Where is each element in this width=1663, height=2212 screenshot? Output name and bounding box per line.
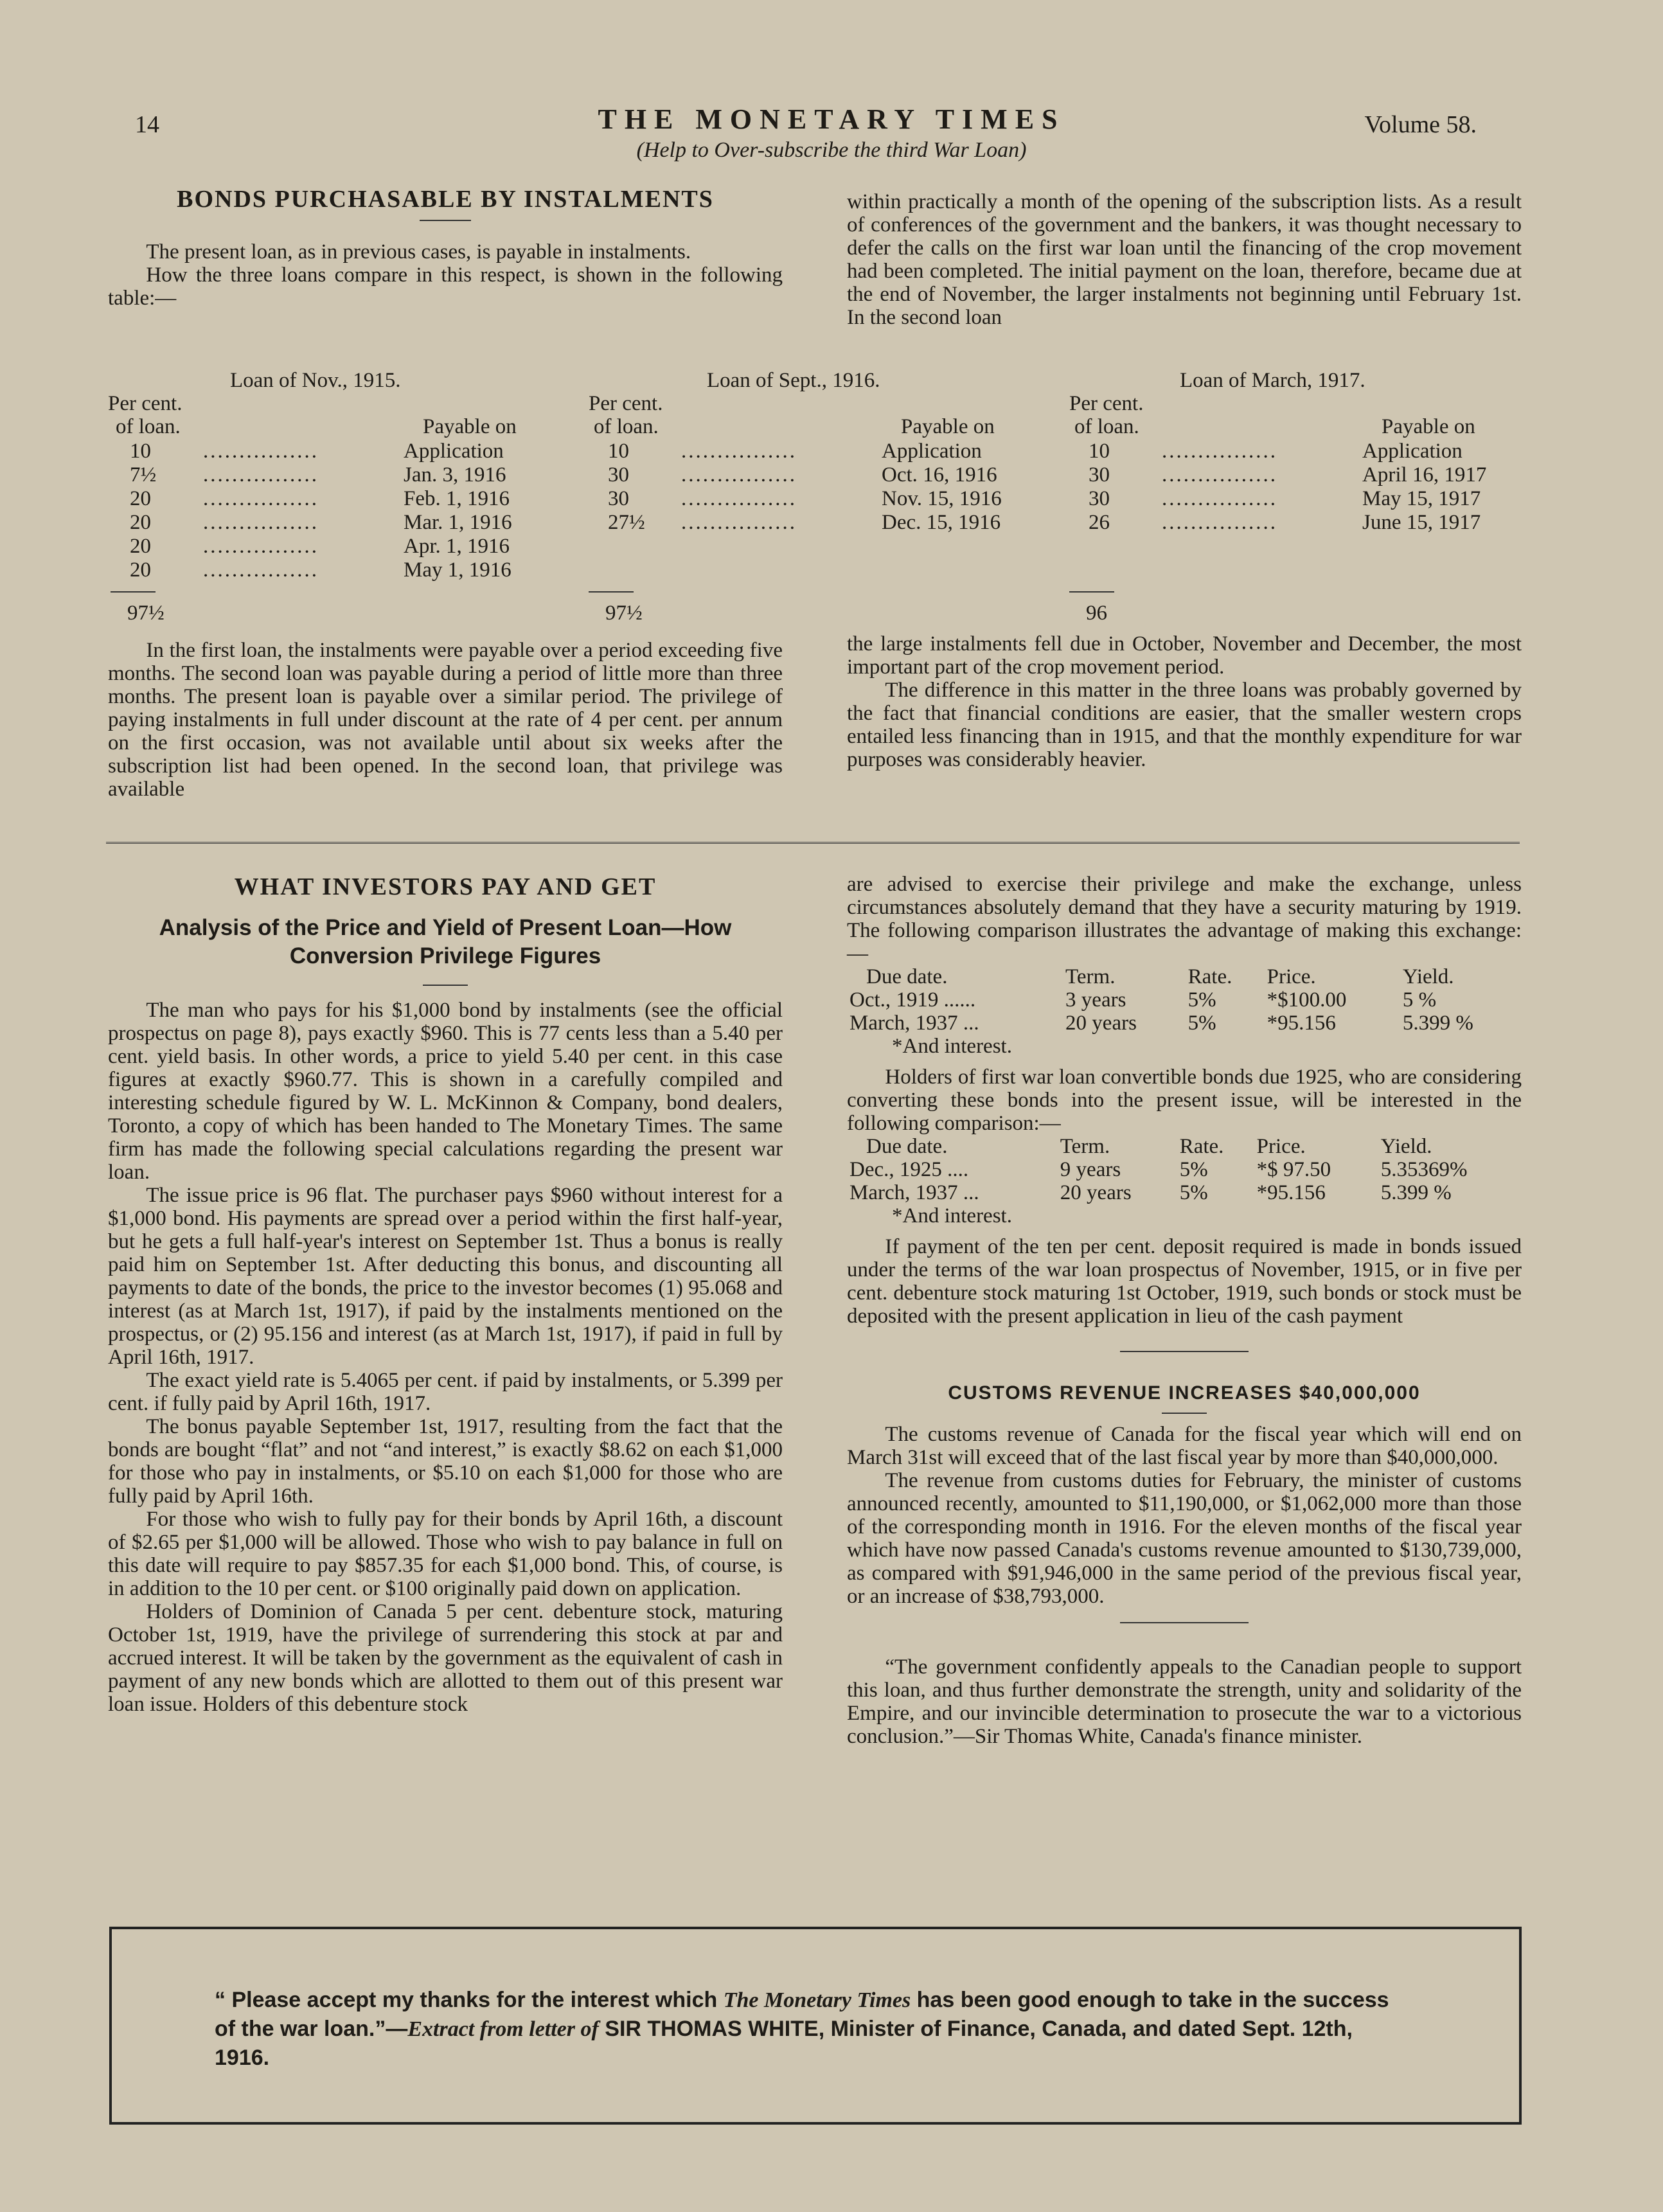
investors-para-4: The bonus payable September 1st, 1917, resulting from the fact that the bonds are bought “flat” and not “and interest,” is exactly $8.62 on each $1,000 for those who pay in instalments, or $5.10 on each $1,000 for those who are fully paid by April 16th. (108, 1415, 783, 1508)
investors-right-column (847, 873, 1522, 1748)
bonds-after-right-2: The difference in this matter in the three loans was probably governed by the fact that financial conditions are easier, that the smaller western crops entailed less financing than in 1915, and that the monthly expenditure for war purposes was considerably heavier. (847, 679, 1522, 771)
loan-row-payable: Jan. 3, 1916 (404, 463, 506, 486)
total-rule (589, 591, 634, 593)
publication-subtitle: (Help to Over-subscribe the third War Loan) (636, 138, 1027, 162)
white-quote: “The government confidently appeals to the Canadian people to support this loan, and thus further demonstrate the strength, unity and solidarity of the Empire, and our invincible determination to prosecute the war to a victorious conclusion.”—Sir Thomas White, Canada's finance minister. (847, 1655, 1522, 1748)
cell: *$100.00 (1267, 988, 1347, 1012)
loan-title: Loan of March, 1917. (1180, 369, 1365, 392)
cell: 5.399 % (1380, 1181, 1452, 1204)
cell: 5.35369% (1380, 1158, 1468, 1181)
section-divider (106, 842, 1520, 844)
cell: 5 % (1402, 988, 1437, 1012)
note: *And interest. (892, 1204, 1012, 1227)
col-payable: Payable on (901, 415, 995, 438)
table-row (847, 1158, 1522, 1181)
investors-heading: WHAT INVESTORS PAY AND GET (234, 873, 657, 900)
col-yield: Yield. (1402, 965, 1454, 988)
bonds-heading: BONDS PURCHASABLE BY INSTALMENTS (177, 186, 714, 213)
cell: March, 1937 ... (849, 1012, 979, 1035)
loan-title: Loan of Nov., 1915. (230, 369, 401, 392)
dot-leader: ................ (203, 487, 319, 510)
bonds-after-left-text: In the first loan, the instalments were payable over a period exceeding five months. The second loan was payable during a period of little more than three months. The present loan is payable over a similar period. The privilege of paying instalments in full under discount at the rate of 4 per cent. per annum on the first occasion, was not available until about six weeks after the subscription list had been opened. In the second loan, that privilege was available (108, 639, 783, 801)
loan-total: 96 (1086, 602, 1107, 625)
cell: 3 years (1065, 988, 1126, 1012)
table-header-row (847, 965, 1522, 988)
cell: 5% (1179, 1181, 1208, 1204)
loan-row-percent: 30 (1089, 463, 1110, 486)
letter-extract (215, 1986, 1410, 2072)
publication-title: THE MONETARY TIMES (598, 103, 1065, 135)
cell: *$ 97.50 (1256, 1158, 1331, 1181)
loan-row-payable: Application (1362, 440, 1463, 463)
dot-leader: ................ (1162, 463, 1277, 486)
volume-label: Volume 58. (1364, 111, 1477, 138)
total-rule (1069, 591, 1114, 593)
extract-italic: The Monetary Times (723, 1988, 911, 2012)
loan-row-percent: 30 (608, 463, 629, 486)
customs-para-2: The revenue from customs duties for February, the minister of customs announced recently, amounted to $11,190,000, or $1,062,000 more than those of the corresponding month in 1916. For the eleven months of the fiscal year which have now passed Canada's customs revenue amounted to $130,739,000, as compared with $91,946,000 in the same period of the previous fiscal year, or an increase of $38,793,000. (847, 1469, 1522, 1608)
investors-para-2: The issue price is 96 flat. The purchaser pays $960 without interest for a $1,000 bond. His payments are spread over a period within the first half-year, but he gets a full half-year's interest on September 1st. Thus a bonus is really paid him on September 1st. After deducting this bonus, and discounting all payments to date of the bonds, the price to the investor becomes (1) 95.068 and interest (as at March 1st, 1917), if paid by the instalments mentioned on the prospectus, or (2) 95.156 and interest (as at March 1st, 1917), if paid in full by April 16th, 1917. (108, 1184, 783, 1369)
bonds-after-right-1: the large instalments fell due in October, November and December, the most important part of the crop movement period. (847, 632, 1522, 679)
extract-text: SIR THOMAS WHITE, Minister of Finance, Canada, and dated Sept. 12th, 1916. (215, 2017, 1353, 2070)
loan-row-payable: April 16, 1917 (1362, 463, 1487, 486)
divider (1120, 1351, 1249, 1352)
col-of-loan: of loan. (594, 415, 659, 438)
letter-extract-box (109, 1927, 1522, 2125)
cell: 9 years (1060, 1158, 1121, 1181)
loan-row-percent: 10 (1089, 440, 1110, 463)
loan-row-payable: Application (882, 440, 982, 463)
investors-mid-para: Holders of first war loan convertible bonds due 1925, who are considering converting these bonds into the present issue, will be interested in the following comparison:— (847, 1066, 1522, 1135)
table-header-row (847, 1135, 1522, 1158)
loan-row-payable: Oct. 16, 1916 (882, 463, 997, 486)
col-yield: Yield. (1380, 1135, 1432, 1158)
loan-row-percent: 10 (608, 440, 629, 463)
loan-row-payable: Dec. 15, 1916 (882, 511, 1001, 534)
loan-row-payable: May 1, 1916 (404, 558, 511, 582)
extract-text: “ Please accept my thanks for the interest which (215, 1988, 724, 2012)
col-payable: Payable on (423, 415, 517, 438)
cell: *95.156 (1256, 1181, 1326, 1204)
investors-final-para: If payment of the ten per cent. deposit required is made in bonds issued under the terms of the war loan prospectus of November, 1915, or in five per cent. debenture stock maturing 1st October, 1919, such bonds or stock must be deposited with the present application in lieu of the cash payment (847, 1235, 1522, 1328)
loan-row-percent: 27½ (608, 511, 645, 534)
divider (1162, 1413, 1207, 1414)
col-per-cent: Per cent. (1069, 392, 1144, 415)
dot-leader: ................ (1162, 511, 1277, 534)
dot-leader: ................ (1162, 487, 1277, 510)
investors-para-3: The exact yield rate is 5.4065 per cent. if paid by instalments, or 5.399 per cent. if fully paid by April 16th, 1917. (108, 1369, 783, 1415)
col-due-date: Due date. (866, 965, 948, 988)
bonds-after-right (847, 632, 1522, 771)
bonds-intro-column (108, 188, 783, 310)
dot-leader: ................ (681, 487, 797, 510)
cell: 5% (1187, 1012, 1216, 1035)
loan-row-percent: 30 (1089, 487, 1110, 510)
loan-title: Loan of Sept., 1916. (707, 369, 880, 392)
total-rule (111, 591, 156, 593)
dot-leader: ................ (203, 463, 319, 486)
col-term: Term. (1065, 965, 1116, 988)
loan-row-payable: June 15, 1917 (1362, 511, 1481, 534)
dot-leader: ................ (203, 535, 319, 558)
note: *And interest. (892, 1035, 1012, 1058)
col-rate: Rate. (1187, 965, 1232, 988)
bonds-intro-1: The present loan, as in previous cases, is payable in instalments. (146, 240, 691, 263)
loan-row-payable: Apr. 1, 1916 (404, 535, 510, 558)
investors-right-intro: are advised to exercise their privilege and make the exchange, unless circumstances absolutely demand that they have a security maturing by 1919. The following comparison illustrates the advantage of making this exchange:— (847, 873, 1522, 965)
table-row (847, 988, 1522, 1012)
bonds-after-left (108, 639, 783, 801)
col-rate: Rate. (1179, 1135, 1224, 1158)
col-payable: Payable on (1382, 415, 1475, 438)
col-per-cent: Per cent. (108, 392, 182, 415)
dot-leader: ................ (681, 440, 797, 463)
investors-left-column (108, 875, 783, 1716)
page-number: 14 (135, 111, 159, 138)
col-of-loan: of loan. (1074, 415, 1139, 438)
loan-row-percent: 20 (130, 558, 151, 582)
cell: 20 years (1065, 1012, 1137, 1035)
loan-row-percent: 20 (130, 511, 151, 534)
cell: 5% (1179, 1158, 1208, 1181)
loan-row-percent: 20 (130, 535, 151, 558)
loan-row-payable: May 15, 1917 (1362, 487, 1481, 510)
investors-para-5: For those who wish to fully pay for their bonds by April 16th, a discount of $2.65 per $1,000 will be allowed. Those who wish to pay balance in full on this date will require to pay $857.35 for each $1,000 bond. This, of course, is in addition to the 10 per cent. or $100 originally paid down on application. (108, 1508, 783, 1600)
table-row (847, 1012, 1522, 1035)
customs-heading: CUSTOMS REVENUE INCREASES $40,000,000 (948, 1382, 1421, 1404)
dot-leader: ................ (203, 558, 319, 582)
loan-row-payable: Mar. 1, 1916 (404, 511, 512, 534)
customs-para-1: The customs revenue of Canada for the fiscal year which will end on March 31st will exceed that of the last fiscal year by more than $40,000,000. (847, 1423, 1522, 1469)
dot-leader: ................ (203, 440, 319, 463)
col-price: Price. (1256, 1135, 1306, 1158)
dot-leader: ................ (681, 463, 797, 486)
loan-row-percent: 7½ (130, 463, 157, 486)
dot-leader: ................ (203, 511, 319, 534)
loan-row-percent: 26 (1089, 511, 1110, 534)
dot-leader: ................ (681, 511, 797, 534)
col-per-cent: Per cent. (589, 392, 663, 415)
cell: 5.399 % (1402, 1012, 1473, 1035)
table-row (847, 1181, 1522, 1204)
col-term: Term. (1060, 1135, 1110, 1158)
col-price: Price. (1267, 965, 1316, 988)
comparison-table-2 (847, 1135, 1522, 1204)
loan-row-percent: 30 (608, 487, 629, 510)
loan-total: 97½ (605, 602, 643, 625)
loan-row-payable: Nov. 15, 1916 (882, 487, 1002, 510)
divider (423, 985, 468, 986)
cell: March, 1937 ... (849, 1181, 979, 1204)
col-of-loan: of loan. (116, 415, 181, 438)
investors-para-1: The man who pays for his $1,000 bond by instalments (see the official prospectus on page 8), pays exactly $960. This is 77 cents less than a 5.40 per cent. yield basis. In other words, a price to yield 5.40 per cent. in this case figures at exactly $960.77. This is shown in a carefully compiled and interesting schedule figured by W. L. McKinnon & Company, bond dealers, Toronto, a copy of which has been handed to The Monetary Times. The same firm has made the following special calculations regarding the present war loan. (108, 999, 783, 1184)
bonds-intro-2: How the three loans compare in this respect, is shown in the following table:— (108, 263, 783, 310)
investors-para-6: Holders of Dominion of Canada 5 per cent. debenture stock, maturing October 1st, 1919, have the privilege of surrendering this stock at par and accrued interest. It will be taken by the government as the equivalent of cash in payment of any new bonds which are allotted to them out of this present war loan issue. Holders of this debenture stock (108, 1600, 783, 1716)
loan-total: 97½ (127, 602, 165, 625)
extract-italic: Extract from letter of (407, 2017, 599, 2041)
extract-text: has been good enough to take in the success of the war loan.”— (215, 1988, 1389, 2041)
loan-row-payable: Application (404, 440, 504, 463)
divider (420, 220, 471, 221)
loan-row-payable: Feb. 1, 1916 (404, 487, 510, 510)
cell: *95.156 (1267, 1012, 1336, 1035)
investors-subheading: Analysis of the Price and Yield of Present Loan—How Conversion Privilege Figures (159, 915, 732, 968)
col-due-date: Due date. (866, 1135, 948, 1158)
comparison-table-1 (847, 965, 1522, 1035)
cell: Dec., 1925 .... (849, 1158, 969, 1181)
cell: Oct., 1919 ...... (849, 988, 976, 1012)
cell: 20 years (1060, 1181, 1132, 1204)
bonds-right-column (847, 190, 1522, 329)
cell: 5% (1187, 988, 1216, 1012)
bonds-right-text: within practically a month of the opening of the subscription lists. As a result of conferences of the government and the bankers, it was thought necessary to defer the calls on the first war loan until the financing of the crop movement had been completed. The initial payment on the loan, therefore, became due at the end of November, the larger instalments not beginning until February 1st. In the second loan (847, 190, 1522, 329)
dot-leader: ................ (1162, 440, 1277, 463)
loan-row-percent: 20 (130, 487, 151, 510)
divider (1120, 1622, 1249, 1623)
loan-row-percent: 10 (130, 440, 151, 463)
